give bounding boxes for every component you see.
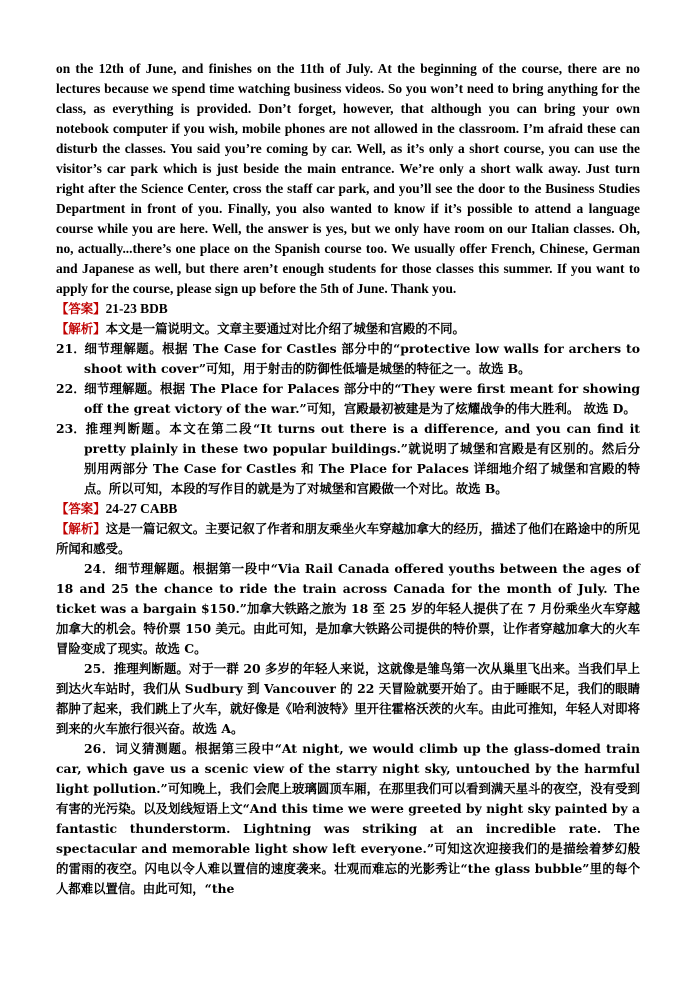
- question-number: 22．: [56, 381, 86, 396]
- answer-value: 21-23 BDB: [105, 301, 168, 316]
- analysis-tag: 【解析】: [56, 521, 106, 536]
- question-explanation-23: [56, 419, 640, 499]
- answer-tag: 【答案】: [56, 301, 106, 316]
- analysis-text: 本文是一篇说明文。文章主要通过对比介绍了城堡和宫殿的不同。: [105, 321, 465, 336]
- passage-paragraph: on the 12th of June, and finishes on the 11th of July. At the beginning of the course, there are no lectures because we spend time watching business videos. So you won’t need to bring anything for the class, as everything is provided. Don’t forget, however, that although you can bring your own notebook computer if you wish, mobile phones are not allowed in the classroom. I’m afraid these can disturb the classes. You said you’re coming by car. Well, as it’s only a short course, you can use the visitor’s car park which is just beside the main entrance. We’re only a short walk away. Just turn right after the Science Center, cross the staff car park, and you’ll see the door to the Business Studies Department in front of you. Finally, you also wanted to know if it’s possible to attend a language course while you are here. Well, the answer is yes, but we only have room on our Italian classes. Oh, no, actually...there’s one place on the Spanish course too. We usually offer French, Chinese, German and Japanese as well, but there aren’t enough students for those classes this summer. If you want to apply for the course, please sign up before the 5th of June. Thank you.: [56, 61, 640, 296]
- explanation-text: 推理判断题。本文在第二段“It turns out there is a difference, and you can find it pretty plainly in these two popular buildings.”就说明了城堡和宫殿是有区别的。然后分别用两部分 The Case for Castles 和 The Place for Palaces 详细地介绍了城堡和宫殿的特点。所以可知，本段的写作目的就是为了对城堡和宫殿做一个对比。故选 B。: [84, 421, 640, 496]
- question-number: 24．: [84, 561, 115, 576]
- explanation-text: 细节理解题。根据第一段中“Via Rail Canada offered youths between the ages of 18 and 25 the chance to ride the train across Canada for the month of July. The ticket was a bargain $150.”加拿大铁路之旅为 18 至 25 岁的年轻人提供了在 7 月份乘坐火车穿越加拿大的机会。特价票 150 美元。由此可知，是加拿大铁路公司提供的特价票，让作者穿越加拿大的火车冒险变成了现实。故选 C。: [56, 561, 640, 656]
- question-number: 21．: [56, 341, 86, 356]
- question-explanation-25: [56, 659, 640, 739]
- analysis-paragraph-2: [56, 519, 640, 559]
- question-explanation-21: [56, 339, 640, 379]
- answer-value: 24-27 CABB: [105, 501, 178, 516]
- analysis-text: 这是一篇记叙文。主要记叙了作者和朋友乘坐火车穿越加拿大的经历，描述了他们在路途中的所见所闻和感受。: [56, 521, 641, 556]
- explanation-text: 细节理解题。根据 The Case for Castles 部分中的“protective low walls for archers to shoot with cover”可知，用于射击的防御性低墙是城堡的特征之一。故选 B。: [84, 341, 640, 376]
- question-number: 25．: [84, 661, 114, 676]
- answer-line-1: [56, 299, 640, 319]
- analysis-paragraph-1: [56, 319, 640, 339]
- explanation-text: 细节理解题。根据 The Place for Palaces 部分中的“They were first meant for showing off the great victory of the war.”可知，宫殿最初被建是为了炫耀战争的伟大胜利。 故选 D。: [84, 381, 640, 416]
- answer-line-2: [56, 499, 640, 519]
- question-number: 23．: [56, 421, 86, 436]
- analysis-tag: 【解析】: [56, 321, 106, 336]
- answer-tag: 【答案】: [56, 501, 106, 516]
- question-number: 26．: [84, 741, 116, 756]
- question-explanation-24: [56, 559, 640, 659]
- explanation-text: 推理判断题。对于一群 20 多岁的年轻人来说，这就像是雏鸟第一次从巢里飞出来。当我们早上到达火车站时，我们从 Sudbury 到 Vancouver 的 22 天冒险就要开始了。由于睡眠不足，我们的眼睛都肿了起来，我们跳上了火车，就好像是《哈利波特》里开往霍格沃茨的火车。由此可推知，年轻人对即将到来的火车旅行很兴奋。故选 A。: [56, 661, 641, 736]
- question-explanation-22: [56, 379, 640, 419]
- question-explanation-26: [56, 739, 640, 899]
- document-page: [56, 59, 640, 899]
- explanation-text: 词义猜测题。根据第三段中“At night, we would climb up the glass-domed train car, which gave us a scenic view of the starry night sky, untouched by the harmful light pollution.”可知晚上，我们会爬上玻璃圆顶车厢，在那里我们可以看到满天星斗的夜空，没有受到有害的光污染。以及划线短语上文“And this time we were greeted by night sky painted by a fantastic thunderstorm. Lightning was striking at an incredible rate. The spectacular and memorable light show left everyone.”可知这次迎接我们的是描绘着梦幻般的雷雨的夜空。闪电以令人难以置信的速度袭来。壮观而难忘的光影秀让“the glass bubble”里的每个人都难以置信。由此可知，“the: [56, 741, 641, 896]
